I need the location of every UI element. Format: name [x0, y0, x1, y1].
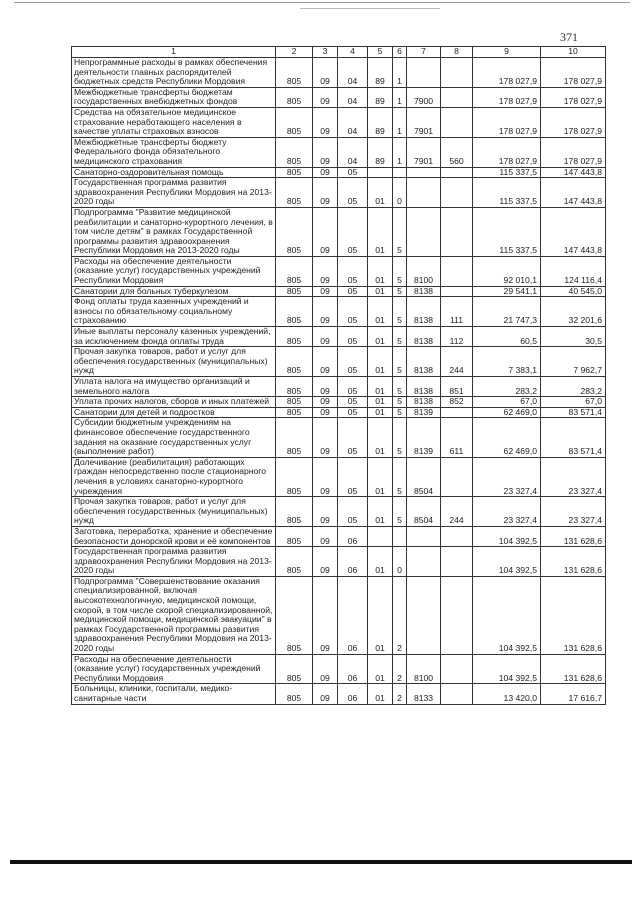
- row-c4-cell: 05: [338, 167, 368, 178]
- row-c4-cell: 04: [338, 87, 368, 107]
- row-c9-cell: 62 469,0: [473, 407, 541, 418]
- row-c8-cell: 112: [441, 327, 473, 347]
- row-c7-cell: 7901: [407, 137, 441, 167]
- row-c10-cell: 178 027,9: [541, 58, 606, 88]
- row-c10-cell: 283,2: [541, 377, 606, 397]
- row-c6-cell: 1: [393, 137, 407, 167]
- row-c4-cell: 05: [338, 297, 368, 327]
- row-c5-cell: 01: [368, 327, 393, 347]
- row-c9-cell: 104 392,5: [473, 654, 541, 684]
- row-name-cell: Санаторно-оздоровительная помощь: [72, 167, 276, 178]
- row-c2-cell: 805: [276, 654, 313, 684]
- row-c7-cell: 7900: [407, 87, 441, 107]
- row-c8-cell: [441, 286, 473, 297]
- column-header: 5: [368, 47, 393, 58]
- row-c9-cell: 7 383,1: [473, 347, 541, 377]
- row-name-cell: Прочая закупка товаров, работ и услуг для обеспечения государственных (муниципальных) нужд: [72, 347, 276, 377]
- row-c8-cell: [441, 167, 473, 178]
- row-c9-cell: 178 027,9: [473, 137, 541, 167]
- row-c6-cell: 2: [393, 684, 407, 704]
- row-name-cell: Уплата прочих налогов, сборов и иных платежей: [72, 397, 276, 408]
- row-name-cell: Межбюджетные трансферты бюджету Федерального фонда обязательного медицинского страхования: [72, 137, 276, 167]
- row-c2-cell: 805: [276, 256, 313, 286]
- row-c10-cell: 131 628,6: [541, 654, 606, 684]
- row-c5-cell: 89: [368, 87, 393, 107]
- row-name-cell: Прочая закупка товаров, работ и услуг для обеспечения государственных (муниципальных) нужд: [72, 497, 276, 527]
- row-c8-cell: [441, 178, 473, 208]
- row-c4-cell: 06: [338, 547, 368, 577]
- row-c6-cell: 5: [393, 327, 407, 347]
- row-c4-cell: 05: [338, 418, 368, 457]
- row-c5-cell: 01: [368, 207, 393, 256]
- row-c5-cell: 01: [368, 418, 393, 457]
- row-c9-cell: 283,2: [473, 377, 541, 397]
- row-name-cell: Иные выплаты персоналу казенных учреждений, за исключением фонда оплаты труда: [72, 327, 276, 347]
- row-c9-cell: 23 327,4: [473, 497, 541, 527]
- row-c5-cell: 01: [368, 256, 393, 286]
- row-c3-cell: 09: [313, 407, 338, 418]
- row-c3-cell: 09: [313, 178, 338, 208]
- table-row: [72, 327, 606, 347]
- row-c9-cell: 21 747,3: [473, 297, 541, 327]
- row-c3-cell: 09: [313, 327, 338, 347]
- row-c2-cell: 805: [276, 207, 313, 256]
- row-c4-cell: 05: [338, 207, 368, 256]
- row-c9-cell: 178 027,9: [473, 107, 541, 137]
- table-row: [72, 418, 606, 457]
- row-c8-cell: 244: [441, 497, 473, 527]
- row-c8-cell: 244: [441, 347, 473, 377]
- row-c3-cell: 09: [313, 397, 338, 408]
- row-c2-cell: 805: [276, 547, 313, 577]
- row-c2-cell: 805: [276, 137, 313, 167]
- row-c4-cell: 05: [338, 397, 368, 408]
- row-c8-cell: 852: [441, 397, 473, 408]
- row-c6-cell: [393, 526, 407, 546]
- row-c6-cell: 5: [393, 286, 407, 297]
- table-row: [72, 256, 606, 286]
- row-c10-cell: 23 327,4: [541, 497, 606, 527]
- row-c3-cell: 09: [313, 167, 338, 178]
- row-name-cell: Фонд оплаты труда казенных учреждений и взносы по обязательному социальному страхованию: [72, 297, 276, 327]
- row-c4-cell: 05: [338, 256, 368, 286]
- table-row: [72, 167, 606, 178]
- row-c10-cell: 178 027,9: [541, 137, 606, 167]
- row-c5-cell: 01: [368, 347, 393, 377]
- row-c2-cell: 805: [276, 576, 313, 654]
- top-rule-short: [300, 8, 440, 9]
- table-row: [72, 107, 606, 137]
- row-name-cell: Государственная программа развития здравоохранения Республики Мордовия на 2013-2020 годы: [72, 547, 276, 577]
- row-name-cell: Непрограммные расходы в рамках обеспечения деятельности главных распорядителей бюджетных средств Республики Мордовия: [72, 58, 276, 88]
- row-c9-cell: 62 469,0: [473, 418, 541, 457]
- row-c8-cell: 560: [441, 137, 473, 167]
- row-c10-cell: 147 443,8: [541, 167, 606, 178]
- row-c4-cell: 06: [338, 576, 368, 654]
- row-c8-cell: 611: [441, 418, 473, 457]
- row-c9-cell: 104 392,5: [473, 526, 541, 546]
- row-c5-cell: 89: [368, 58, 393, 88]
- row-c10-cell: 147 443,8: [541, 207, 606, 256]
- row-c6-cell: 5: [393, 377, 407, 397]
- row-c5-cell: 01: [368, 178, 393, 208]
- row-c2-cell: 805: [276, 58, 313, 88]
- row-c8-cell: [441, 207, 473, 256]
- column-header: 9: [473, 47, 541, 58]
- row-c6-cell: 5: [393, 418, 407, 457]
- row-c7-cell: [407, 576, 441, 654]
- table-row: [72, 576, 606, 654]
- row-c6-cell: 1: [393, 58, 407, 88]
- row-c9-cell: 178 027,9: [473, 87, 541, 107]
- row-c10-cell: 23 327,4: [541, 457, 606, 496]
- row-c5-cell: 01: [368, 684, 393, 704]
- row-c3-cell: 09: [313, 418, 338, 457]
- row-c4-cell: 05: [338, 178, 368, 208]
- row-c6-cell: 5: [393, 207, 407, 256]
- row-c2-cell: 805: [276, 167, 313, 178]
- row-c10-cell: 7 962,7: [541, 347, 606, 377]
- row-c3-cell: 09: [313, 107, 338, 137]
- row-c9-cell: 104 392,5: [473, 576, 541, 654]
- row-c7-cell: 8138: [407, 327, 441, 347]
- row-c10-cell: 32 201,6: [541, 297, 606, 327]
- row-c6-cell: [393, 167, 407, 178]
- row-c7-cell: 7901: [407, 107, 441, 137]
- column-header: 3: [313, 47, 338, 58]
- row-c2-cell: 805: [276, 457, 313, 496]
- row-c9-cell: 13 420,0: [473, 684, 541, 704]
- row-c10-cell: 30,5: [541, 327, 606, 347]
- row-c6-cell: 1: [393, 87, 407, 107]
- row-c6-cell: 5: [393, 397, 407, 408]
- row-c3-cell: 09: [313, 497, 338, 527]
- row-c5-cell: [368, 526, 393, 546]
- table-row: [72, 178, 606, 208]
- row-c2-cell: 805: [276, 286, 313, 297]
- header-row: [72, 47, 606, 58]
- row-c8-cell: [441, 107, 473, 137]
- row-c4-cell: 05: [338, 457, 368, 496]
- budget-table: [71, 46, 606, 705]
- bottom-bar: [10, 860, 632, 864]
- row-c10-cell: 40 545,0: [541, 286, 606, 297]
- row-c8-cell: [441, 87, 473, 107]
- row-name-cell: Подпрограмма "Совершенствование оказания специализированной, включая высокотехнологичную, медицинской помощи, скорой, в том числе скорой специализированной, медицинской помощи, медицинской эвакуации" в рамках Государственной программы развития здравоохранения Республики Мордовия на 2013-2020 годы: [72, 576, 276, 654]
- row-c10-cell: 83 571,4: [541, 407, 606, 418]
- table-row: [72, 137, 606, 167]
- row-c2-cell: 805: [276, 297, 313, 327]
- row-c5-cell: 01: [368, 497, 393, 527]
- row-c8-cell: [441, 407, 473, 418]
- row-name-cell: Заготовка, переработка, хранение и обеспечение безопасности донорской крови и её компонентов: [72, 526, 276, 546]
- row-c2-cell: 805: [276, 107, 313, 137]
- row-c4-cell: 05: [338, 286, 368, 297]
- row-c7-cell: [407, 167, 441, 178]
- row-c3-cell: 09: [313, 286, 338, 297]
- row-name-cell: Больницы, клиники, госпитали, медико-санитарные части: [72, 684, 276, 704]
- row-c5-cell: 01: [368, 576, 393, 654]
- row-c3-cell: 09: [313, 377, 338, 397]
- row-c9-cell: 29 541,1: [473, 286, 541, 297]
- row-c7-cell: 8138: [407, 297, 441, 327]
- row-c4-cell: 05: [338, 327, 368, 347]
- table-row: [72, 397, 606, 408]
- row-c10-cell: 83 571,4: [541, 418, 606, 457]
- row-c9-cell: 178 027,9: [473, 58, 541, 88]
- table-row: [72, 297, 606, 327]
- row-c6-cell: 5: [393, 256, 407, 286]
- row-c4-cell: 05: [338, 407, 368, 418]
- table-row: [72, 347, 606, 377]
- row-c4-cell: 04: [338, 58, 368, 88]
- row-c9-cell: 60,5: [473, 327, 541, 347]
- column-header: 4: [338, 47, 368, 58]
- row-name-cell: Расходы на обеспечение деятельности (оказание услуг) государственных учреждений Республики Мордовия: [72, 256, 276, 286]
- row-c7-cell: [407, 526, 441, 546]
- row-c3-cell: 09: [313, 347, 338, 377]
- row-c4-cell: 05: [338, 497, 368, 527]
- table-row: [72, 87, 606, 107]
- row-c5-cell: 01: [368, 377, 393, 397]
- row-c8-cell: 111: [441, 297, 473, 327]
- table-row: [72, 547, 606, 577]
- row-c2-cell: 805: [276, 87, 313, 107]
- row-c10-cell: 178 027,9: [541, 87, 606, 107]
- row-c5-cell: 01: [368, 654, 393, 684]
- row-c10-cell: 131 628,6: [541, 526, 606, 546]
- row-c7-cell: [407, 207, 441, 256]
- row-c5-cell: [368, 167, 393, 178]
- row-name-cell: Долечивание (реабилитация) работающих граждан непосредственно после стационарного лечения в условиях санаторно-курортного учреждения: [72, 457, 276, 496]
- row-c3-cell: 09: [313, 297, 338, 327]
- row-c4-cell: 05: [338, 377, 368, 397]
- row-c6-cell: 1: [393, 107, 407, 137]
- column-header: 2: [276, 47, 313, 58]
- row-c4-cell: 06: [338, 684, 368, 704]
- row-c7-cell: 8504: [407, 497, 441, 527]
- row-c2-cell: 805: [276, 497, 313, 527]
- row-c5-cell: 01: [368, 457, 393, 496]
- row-name-cell: Средства на обязательное медицинское страхование неработающего населения в качестве уплаты страховых взносов: [72, 107, 276, 137]
- row-c2-cell: 805: [276, 407, 313, 418]
- row-c9-cell: 115 337,5: [473, 178, 541, 208]
- row-c8-cell: [441, 58, 473, 88]
- row-c5-cell: 01: [368, 547, 393, 577]
- row-name-cell: Расходы на обеспечение деятельности (оказание услуг) государственных учреждений Республики Мордовия: [72, 654, 276, 684]
- row-name-cell: Государственная программа развития здравоохранения Республики Мордовия на 2013-2020 годы: [72, 178, 276, 208]
- top-rule: [14, 2, 630, 3]
- row-c5-cell: 89: [368, 137, 393, 167]
- row-c7-cell: 8100: [407, 256, 441, 286]
- row-c9-cell: 115 337,5: [473, 207, 541, 256]
- row-c7-cell: 8138: [407, 377, 441, 397]
- page-number: 371: [560, 30, 578, 44]
- row-c8-cell: [441, 457, 473, 496]
- table-row: [72, 526, 606, 546]
- row-name-cell: Подпрограмма "Развитие медицинской реабилитации и санаторно-курортного лечения, в том числе детям" в рамках Государственной программы развития здравоохранения Республики Мордовия на 2013-2020 годы: [72, 207, 276, 256]
- row-name-cell: Санатории для детей и подростков: [72, 407, 276, 418]
- row-name-cell: Санатории для больных туберкулезом: [72, 286, 276, 297]
- row-c3-cell: 09: [313, 576, 338, 654]
- row-c4-cell: 06: [338, 526, 368, 546]
- row-c8-cell: [441, 576, 473, 654]
- row-c9-cell: 67,0: [473, 397, 541, 408]
- row-c2-cell: 805: [276, 397, 313, 408]
- row-c3-cell: 09: [313, 457, 338, 496]
- row-c9-cell: 23 327,4: [473, 457, 541, 496]
- row-c5-cell: 01: [368, 397, 393, 408]
- row-c4-cell: 04: [338, 107, 368, 137]
- row-c3-cell: 09: [313, 547, 338, 577]
- row-c6-cell: 5: [393, 297, 407, 327]
- row-c10-cell: 131 628,6: [541, 576, 606, 654]
- row-c8-cell: [441, 654, 473, 684]
- row-name-cell: Уплата налога на имущество организаций и земельного налога: [72, 377, 276, 397]
- row-name-cell: Межбюджетные трансферты бюджетам государственных внебюджетных фондов: [72, 87, 276, 107]
- column-header: 10: [541, 47, 606, 58]
- row-c4-cell: 05: [338, 347, 368, 377]
- row-c6-cell: 5: [393, 347, 407, 377]
- row-c7-cell: 8504: [407, 457, 441, 496]
- table-row: [72, 457, 606, 496]
- row-c7-cell: [407, 58, 441, 88]
- row-c6-cell: 5: [393, 497, 407, 527]
- row-c10-cell: 131 628,6: [541, 547, 606, 577]
- row-c2-cell: 805: [276, 347, 313, 377]
- row-c3-cell: 09: [313, 684, 338, 704]
- row-c7-cell: [407, 178, 441, 208]
- row-c9-cell: 104 392,5: [473, 547, 541, 577]
- row-c6-cell: 0: [393, 547, 407, 577]
- row-c8-cell: [441, 684, 473, 704]
- row-c7-cell: [407, 547, 441, 577]
- table-row: [72, 497, 606, 527]
- row-c7-cell: 8138: [407, 286, 441, 297]
- table-row: [72, 377, 606, 397]
- row-c10-cell: 178 027,9: [541, 107, 606, 137]
- table-row: [72, 407, 606, 418]
- row-c3-cell: 09: [313, 256, 338, 286]
- column-header: 7: [407, 47, 441, 58]
- row-c6-cell: 5: [393, 457, 407, 496]
- row-c4-cell: 06: [338, 654, 368, 684]
- row-c7-cell: 8139: [407, 407, 441, 418]
- row-c6-cell: 2: [393, 654, 407, 684]
- row-c7-cell: 8138: [407, 397, 441, 408]
- row-c10-cell: 17 616,7: [541, 684, 606, 704]
- row-c10-cell: 124 116,4: [541, 256, 606, 286]
- row-c2-cell: 805: [276, 327, 313, 347]
- row-c3-cell: 09: [313, 654, 338, 684]
- row-c7-cell: 8139: [407, 418, 441, 457]
- row-c7-cell: 8133: [407, 684, 441, 704]
- row-c4-cell: 04: [338, 137, 368, 167]
- row-c8-cell: [441, 526, 473, 546]
- row-c8-cell: [441, 256, 473, 286]
- row-c3-cell: 09: [313, 87, 338, 107]
- row-c3-cell: 09: [313, 58, 338, 88]
- row-c2-cell: 805: [276, 178, 313, 208]
- column-header: 6: [393, 47, 407, 58]
- row-c5-cell: 89: [368, 107, 393, 137]
- row-c7-cell: 8138: [407, 347, 441, 377]
- column-header: 8: [441, 47, 473, 58]
- table-row: [72, 654, 606, 684]
- row-c6-cell: 0: [393, 178, 407, 208]
- row-name-cell: Субсидии бюджетным учреждениям на финансовое обеспечение государственного задания на оказание государственных услуг (выполнение работ): [72, 418, 276, 457]
- row-c8-cell: [441, 547, 473, 577]
- row-c10-cell: 67,0: [541, 397, 606, 408]
- row-c7-cell: 8100: [407, 654, 441, 684]
- table-row: [72, 58, 606, 88]
- row-c2-cell: 805: [276, 684, 313, 704]
- row-c5-cell: 01: [368, 297, 393, 327]
- row-c6-cell: 2: [393, 576, 407, 654]
- table-row: [72, 684, 606, 704]
- row-c3-cell: 09: [313, 526, 338, 546]
- row-c3-cell: 09: [313, 207, 338, 256]
- row-c6-cell: 5: [393, 407, 407, 418]
- table-row: [72, 207, 606, 256]
- row-c9-cell: 92 010,1: [473, 256, 541, 286]
- row-c9-cell: 115 337,5: [473, 167, 541, 178]
- row-c2-cell: 805: [276, 526, 313, 546]
- row-c10-cell: 147 443,8: [541, 178, 606, 208]
- row-c5-cell: 01: [368, 407, 393, 418]
- row-c2-cell: 805: [276, 418, 313, 457]
- column-header: 1: [72, 47, 276, 58]
- row-c3-cell: 09: [313, 137, 338, 167]
- table-row: [72, 286, 606, 297]
- row-c2-cell: 805: [276, 377, 313, 397]
- row-c8-cell: 851: [441, 377, 473, 397]
- row-c5-cell: 01: [368, 286, 393, 297]
